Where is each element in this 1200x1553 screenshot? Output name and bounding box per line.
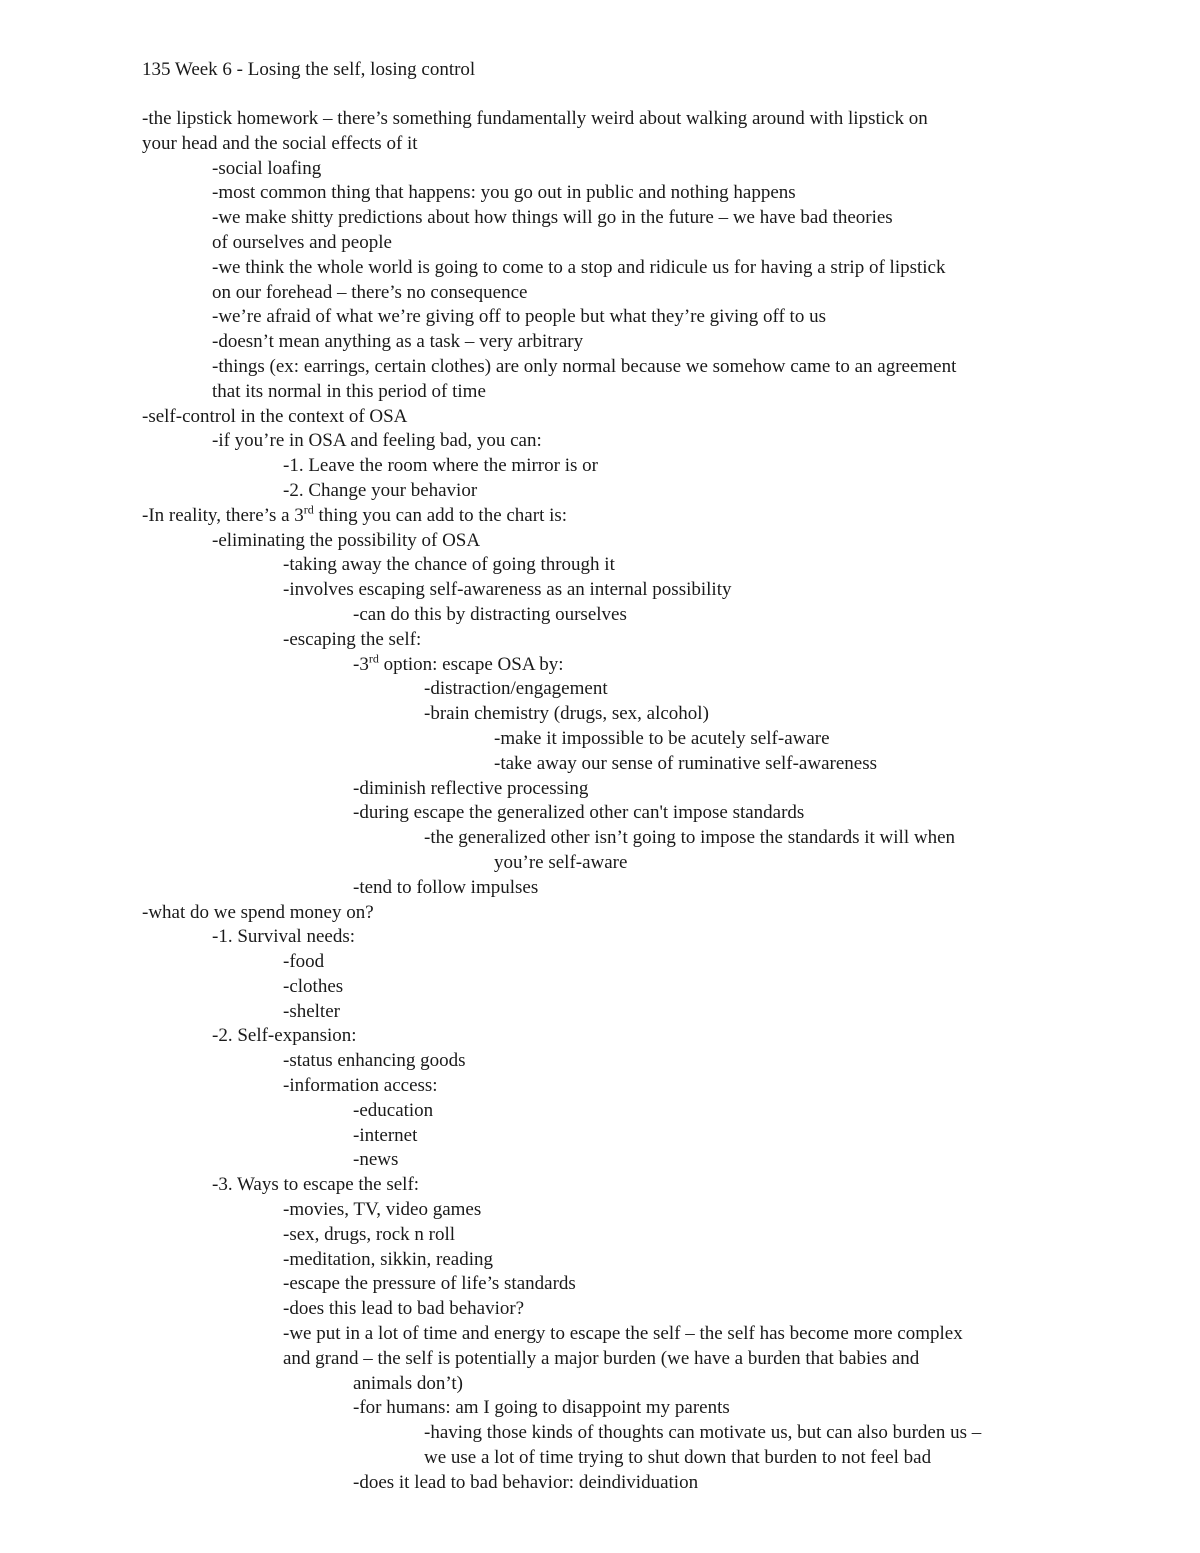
note-text: -having those kinds of thoughts can motivate us, but can also burden us –: [424, 1422, 982, 1444]
note-line: [142, 1347, 1082, 1372]
note-text: we use a lot of time trying to shut down that burden to not feel bad: [424, 1447, 932, 1469]
note-line: [142, 1000, 1082, 1025]
note-line: [142, 305, 1082, 330]
note-text: -self-control in the context of OSA: [142, 405, 408, 427]
note-text-continued: thing you can add to the chart is:: [313, 504, 568, 526]
note-text: -brain chemistry (drugs, sex, alcohol): [424, 703, 709, 725]
note-text: -diminish reflective processing: [353, 777, 589, 799]
note-line: [142, 677, 1082, 702]
note-text: -meditation, sikkin, reading: [283, 1248, 494, 1270]
note-line: [142, 479, 1082, 504]
note-text: -during escape the generalized other can't impose standards: [353, 802, 805, 824]
note-text: -news: [353, 1149, 399, 1171]
note-line: [142, 727, 1082, 752]
note-text: -we’re afraid of what we’re giving off to people but what they’re giving off to us: [212, 306, 826, 328]
note-line: [142, 231, 1082, 256]
note-line: [142, 529, 1082, 554]
note-line: [142, 256, 1082, 281]
note-line: [142, 454, 1082, 479]
note-text: -for humans: am I going to disappoint my parents: [353, 1397, 730, 1419]
note-text: that its normal in this period of time: [212, 380, 486, 402]
note-line: [142, 553, 1082, 578]
note-text-continued: option: escape OSA by:: [378, 653, 564, 675]
note-line: [142, 752, 1082, 777]
note-line: [142, 1099, 1082, 1124]
note-line: [142, 1372, 1082, 1397]
note-text: -make it impossible to be acutely self-aware: [494, 727, 830, 749]
note-line: [142, 330, 1082, 355]
ordinal-suffix: rd: [368, 651, 379, 666]
note-text: -clothes: [283, 975, 344, 997]
note-text: -take away our sense of ruminative self-awareness: [494, 752, 878, 774]
note-text: -we put in a lot of time and energy to escape the self – the self has become more complex: [283, 1323, 963, 1345]
note-text: -sex, drugs, rock n roll: [283, 1223, 456, 1245]
note-text: and grand – the self is potentially a major burden (we have a burden that babies and: [283, 1347, 920, 1369]
note-line: [142, 1272, 1082, 1297]
note-text: -internet: [353, 1124, 418, 1146]
note-text: -escape the pressure of life’s standards: [283, 1273, 576, 1295]
note-line: [142, 1049, 1082, 1074]
note-text: -In reality, there’s a 3: [142, 504, 304, 526]
note-line: [142, 777, 1082, 802]
note-line: [142, 181, 1082, 206]
note-text: -shelter: [283, 1000, 340, 1022]
note-text: your head and the social effects of it: [142, 132, 418, 154]
note-line: [142, 1124, 1082, 1149]
note-text: -1. Survival needs:: [212, 926, 356, 948]
note-text: -2. Change your behavior: [283, 479, 478, 501]
note-line: [142, 405, 1082, 430]
note-text: -the lipstick homework – there’s something fundamentally weird about walking around with lipstick on: [142, 108, 928, 129]
note-text: -most common thing that happens: you go out in public and nothing happens: [212, 182, 796, 204]
note-text: -involves escaping self-awareness as an internal possibility: [283, 579, 732, 601]
note-line: [142, 1297, 1082, 1322]
note-text: you’re self-aware: [494, 851, 628, 873]
notes-body: [142, 107, 1082, 1496]
note-text: -food: [283, 951, 325, 973]
note-line: [142, 702, 1082, 727]
note-text: -taking away the chance of going through it: [283, 554, 615, 576]
note-line: [142, 1173, 1082, 1198]
note-text: on our forehead – there’s no consequence: [212, 281, 528, 303]
note-line: [142, 380, 1082, 405]
note-line: [142, 1198, 1082, 1223]
note-line: [142, 975, 1082, 1000]
note-line: [142, 1148, 1082, 1173]
note-line: [142, 355, 1082, 380]
note-line: [142, 1471, 1082, 1496]
note-line: [142, 876, 1082, 901]
note-line: [142, 107, 1082, 132]
note-text: -movies, TV, video games: [283, 1199, 482, 1221]
note-line: [142, 826, 1082, 851]
note-line: [142, 132, 1082, 157]
note-line: [142, 1421, 1082, 1446]
note-text: -3. Ways to escape the self:: [212, 1174, 420, 1196]
note-text: -if you’re in OSA and feeling bad, you can:: [212, 430, 542, 452]
note-line: [142, 1223, 1082, 1248]
note-text: -does this lead to bad behavior?: [283, 1298, 525, 1320]
note-text: -distraction/engagement: [424, 678, 608, 700]
note-line: [142, 1248, 1082, 1273]
note-line: [142, 578, 1082, 603]
note-line: [142, 1024, 1082, 1049]
note-text: -things (ex: earrings, certain clothes) are only normal because we somehow came to an agreement: [212, 355, 957, 377]
ordinal-suffix: rd: [303, 502, 314, 517]
note-text: -education: [353, 1099, 434, 1121]
note-line: [142, 429, 1082, 454]
note-text: -social loafing: [212, 157, 322, 179]
note-text: -1. Leave the room where the mirror is or: [283, 455, 598, 477]
note-text: -3: [353, 653, 369, 675]
note-text: -what do we spend money on?: [142, 901, 374, 923]
note-text: -2. Self-expansion:: [212, 1025, 357, 1047]
note-text: -the generalized other isn’t going to impose the standards it will when: [424, 827, 955, 849]
note-text: -escaping the self:: [283, 628, 422, 650]
note-line: [142, 901, 1082, 926]
note-line: [142, 925, 1082, 950]
note-text: -can do this by distracting ourselves: [353, 603, 627, 625]
note-text: -we make shitty predictions about how things will go in the future – we have bad theories: [212, 207, 893, 229]
note-line: [142, 1322, 1082, 1347]
note-line: [142, 206, 1082, 231]
note-line: [142, 281, 1082, 306]
note-text: -does it lead to bad behavior: deindividuation: [353, 1471, 699, 1493]
note-text: of ourselves and people: [212, 231, 392, 253]
note-line: [142, 157, 1082, 182]
note-text: animals don’t): [353, 1372, 463, 1394]
note-text: -status enhancing goods: [283, 1050, 466, 1072]
note-text: -tend to follow impulses: [353, 876, 539, 898]
page-title: 135 Week 6 - Losing the self, losing control: [142, 59, 476, 80]
note-line: [142, 653, 1082, 678]
note-text: -we think the whole world is going to come to a stop and ridicule us for having a strip of lipstick: [212, 256, 946, 278]
note-text: -information access:: [283, 1075, 438, 1097]
note-line: [142, 628, 1082, 653]
note-line: [142, 603, 1082, 628]
note-line: [142, 801, 1082, 826]
note-line: [142, 1074, 1082, 1099]
note-line: [142, 1446, 1082, 1471]
note-line: [142, 950, 1082, 975]
note-line: [142, 851, 1082, 876]
note-text: -eliminating the possibility of OSA: [212, 529, 481, 551]
note-text: -doesn’t mean anything as a task – very arbitrary: [212, 331, 584, 353]
note-line: [142, 504, 1082, 529]
note-line: [142, 1396, 1082, 1421]
